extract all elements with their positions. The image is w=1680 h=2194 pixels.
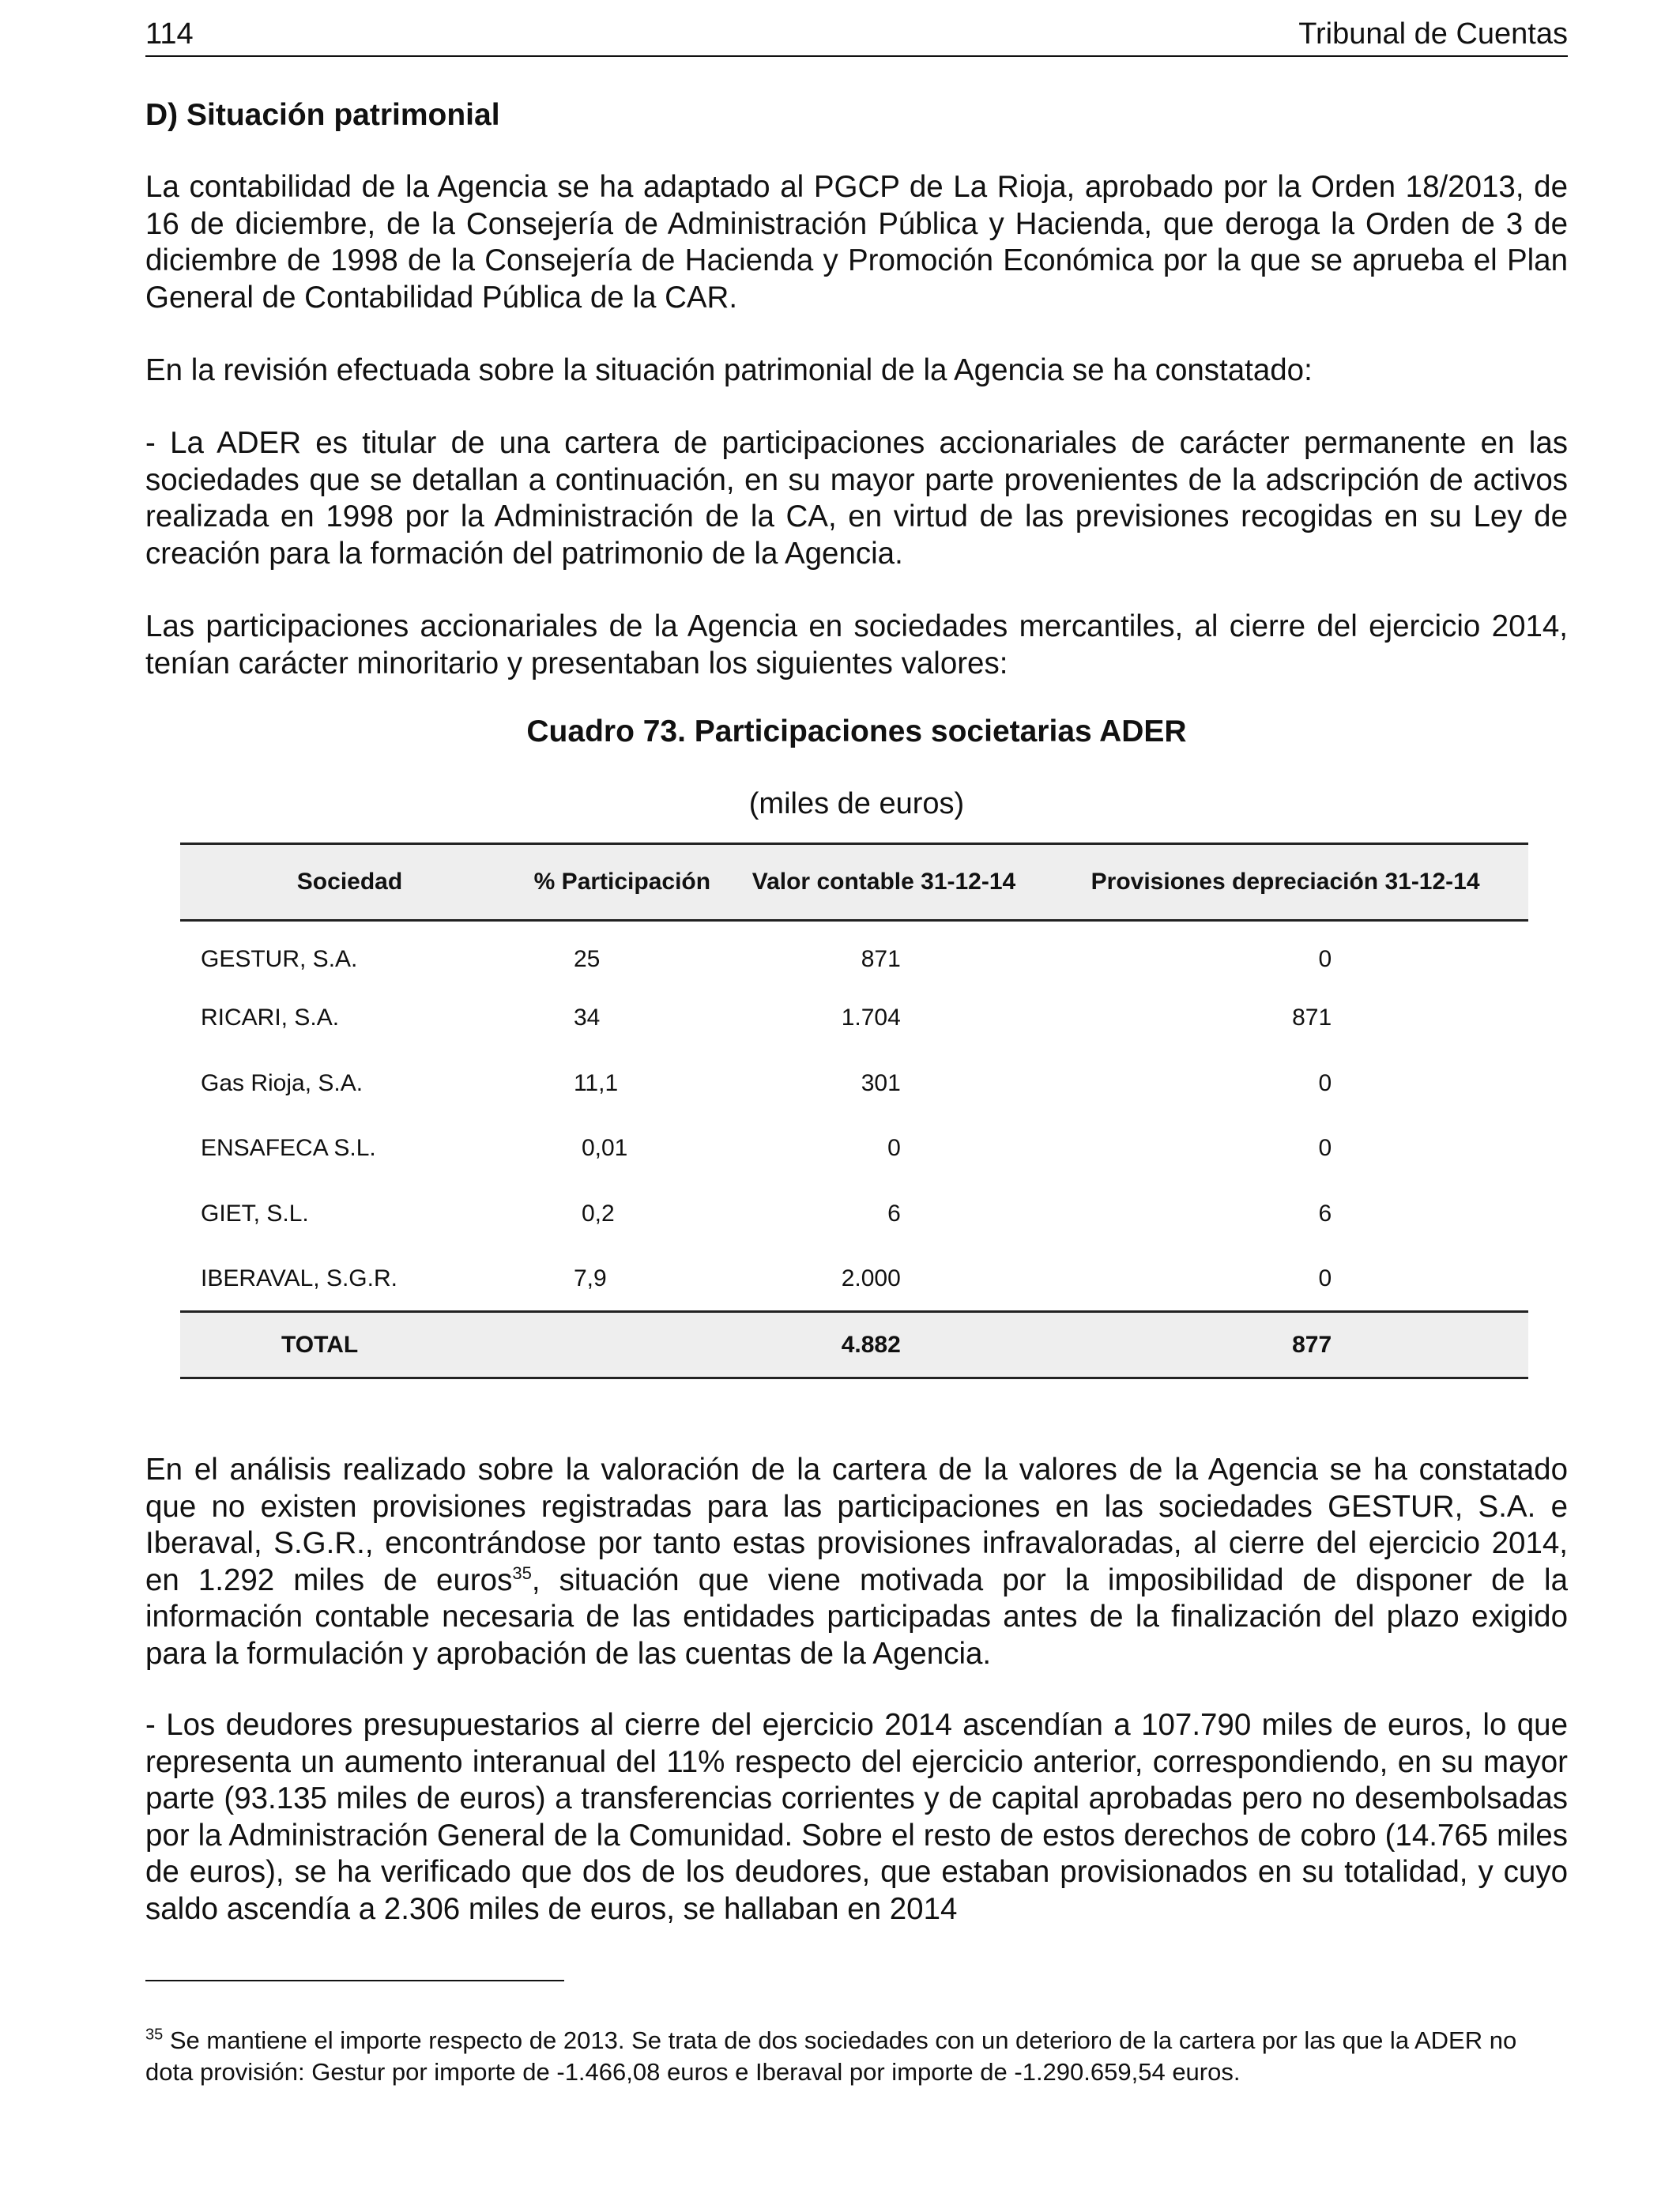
participaciones-table — [180, 843, 1528, 1379]
paragraph-3: - La ADER es titular de una cartera de participaciones accionariales de carácter permanente en las sociedades que se detallan a continuación, en su mayor parte provenientes de la adscripción de activos realizada en 1998 por la Administración de la CA, en virtud de las previsiones recogidas en su Ley de creación para la formación del patrimonio de la Agencia. — [145, 426, 1568, 571]
cell-participacion: 11,1 — [573, 1069, 619, 1096]
cell-valor: 871 — [861, 945, 901, 972]
cell-valor: 301 — [861, 1069, 901, 1096]
cell-sociedad: IBERAVAL, S.G.R. — [201, 1265, 397, 1291]
footnote-separator — [145, 1980, 564, 1981]
table-units: (miles de euros) — [748, 787, 965, 820]
cell-valor: 0 — [887, 1135, 901, 1162]
header-participacion: % Participación — [519, 844, 725, 921]
total-provision: 877 — [1292, 1331, 1332, 1358]
paragraph-1: La contabilidad de la Agencia se ha adaptado al PGCP de La Rioja, aprobado por la Orden 18/2013, de 16 de diciembre, de la Consejería de Administración Pública y Hacienda, que deroga la Orden de 3 de diciembre de 1998 de la Consejería de Hacienda y Promoción Económica por la que se aprueba el Plan General de Contabilidad Pública de la CAR. — [145, 170, 1568, 315]
header-title: Tribunal de Cuentas — [1298, 17, 1568, 51]
paragraph-5 — [145, 1452, 1568, 1672]
cell-sociedad: ENSAFECA S.L. — [201, 1135, 376, 1162]
table-header-row — [180, 844, 1528, 921]
page-header — [145, 17, 1568, 57]
cell-provision: 0 — [1318, 1069, 1332, 1096]
cell-valor: 2.000 — [841, 1265, 901, 1291]
table-total-row — [180, 1312, 1528, 1378]
footnote — [145, 2025, 1568, 2088]
total-pct-empty — [519, 1312, 725, 1378]
table-row — [180, 1116, 1528, 1182]
footnote-text: Se mantiene el importe respecto de 2013. Se trata de dos sociedades con un deterioro de la cartera por las que la ADER no dota provisión: Gestur por importe de -1.466,08 euros e Iberaval por importe de -1.290.659,54 euros. — [145, 2026, 1517, 2086]
table-row — [180, 921, 1528, 986]
cell-participacion: 0,01 — [581, 1135, 628, 1162]
page-number: 114 — [145, 17, 194, 51]
total-label: TOTAL — [180, 1312, 519, 1378]
paragraph-4: Las participaciones accionariales de la Agencia en sociedades mercantiles, al cierre del ejercicio 2014, tenían carácter minoritario y presentaban los siguientes valores: — [145, 609, 1568, 680]
cell-participacion: 0,2 — [581, 1200, 615, 1227]
paragraph-2: En la revisión efectuada sobre la situación patrimonial de la Agencia se ha constatado: — [145, 353, 1313, 387]
cell-sociedad: GIET, S.L. — [201, 1200, 309, 1227]
cell-participacion: 7,9 — [573, 1265, 607, 1291]
cell-participacion: 34 — [573, 1005, 601, 1031]
section-title: D) Situación patrimonial — [145, 98, 500, 132]
cell-valor: 6 — [887, 1200, 901, 1227]
cell-sociedad: GESTUR, S.A. — [201, 945, 358, 972]
cell-provision: 0 — [1318, 1265, 1332, 1291]
table-row — [180, 986, 1528, 1051]
cell-participacion: 25 — [573, 945, 601, 972]
table-row — [180, 1051, 1528, 1117]
table-row — [180, 1246, 1528, 1312]
paragraph-5-text-b: , situación que viene motivada por la imposibilidad de disponer de la información contable necesaria de las entidades participadas antes de la finalización del plazo exigido para la formulación y aprobación de las cuentas de la Agencia. — [145, 1563, 1568, 1671]
cell-valor: 1.704 — [841, 1005, 901, 1031]
cell-provision: 0 — [1318, 945, 1332, 972]
table-row — [180, 1182, 1528, 1247]
header-provisiones: Provisiones depreciación 31-12-14 — [1042, 844, 1528, 921]
header-valor-contable: Valor contable 31-12-14 — [725, 844, 1042, 921]
cell-sociedad: Gas Rioja, S.A. — [201, 1069, 363, 1096]
cell-provision: 6 — [1318, 1200, 1332, 1227]
table-caption: Cuadro 73. Participaciones societarias ADER — [526, 714, 1187, 748]
cell-provision: 871 — [1292, 1005, 1332, 1031]
cell-sociedad: RICARI, S.A. — [201, 1005, 340, 1031]
paragraph-6: - Los deudores presupuestarios al cierre del ejercicio 2014 ascendían a 107.790 miles de euros, lo que representa un aumento interanual del 11% respecto del ejercicio anterior, correspondiendo, en su mayor parte (93.135 miles de euros) a transferencias corrientes y de capital aprobadas pero no desembolsadas por la Administración General de la Comunidad. Sobre el resto de estos derechos de cobro (14.765 miles de euros), se ha verificado que dos de los deudores, que estaban provisionados en su totalidad, y cuyo saldo ascendía a 2.306 miles de euros, se hallaban en 2014 — [145, 1708, 1568, 1926]
header-sociedad: Sociedad — [180, 844, 519, 921]
total-valor: 4.882 — [841, 1331, 901, 1358]
cell-provision: 0 — [1318, 1135, 1332, 1162]
footnote-number: 35 — [145, 2026, 164, 2044]
footnote-ref: 35 — [512, 1563, 532, 1583]
paragraph-5-text-a: En el análisis realizado sobre la valoración de la cartera de la valores de la Agencia se ha constatado que no existen provisiones registradas para las participaciones en las sociedades GESTUR, S.A. e Iberaval, S.G.R., encontrándose por tanto estas provisiones infravaloradas, al cierre del ejercicio 2014, en 1.292 miles de euros — [145, 1453, 1568, 1597]
